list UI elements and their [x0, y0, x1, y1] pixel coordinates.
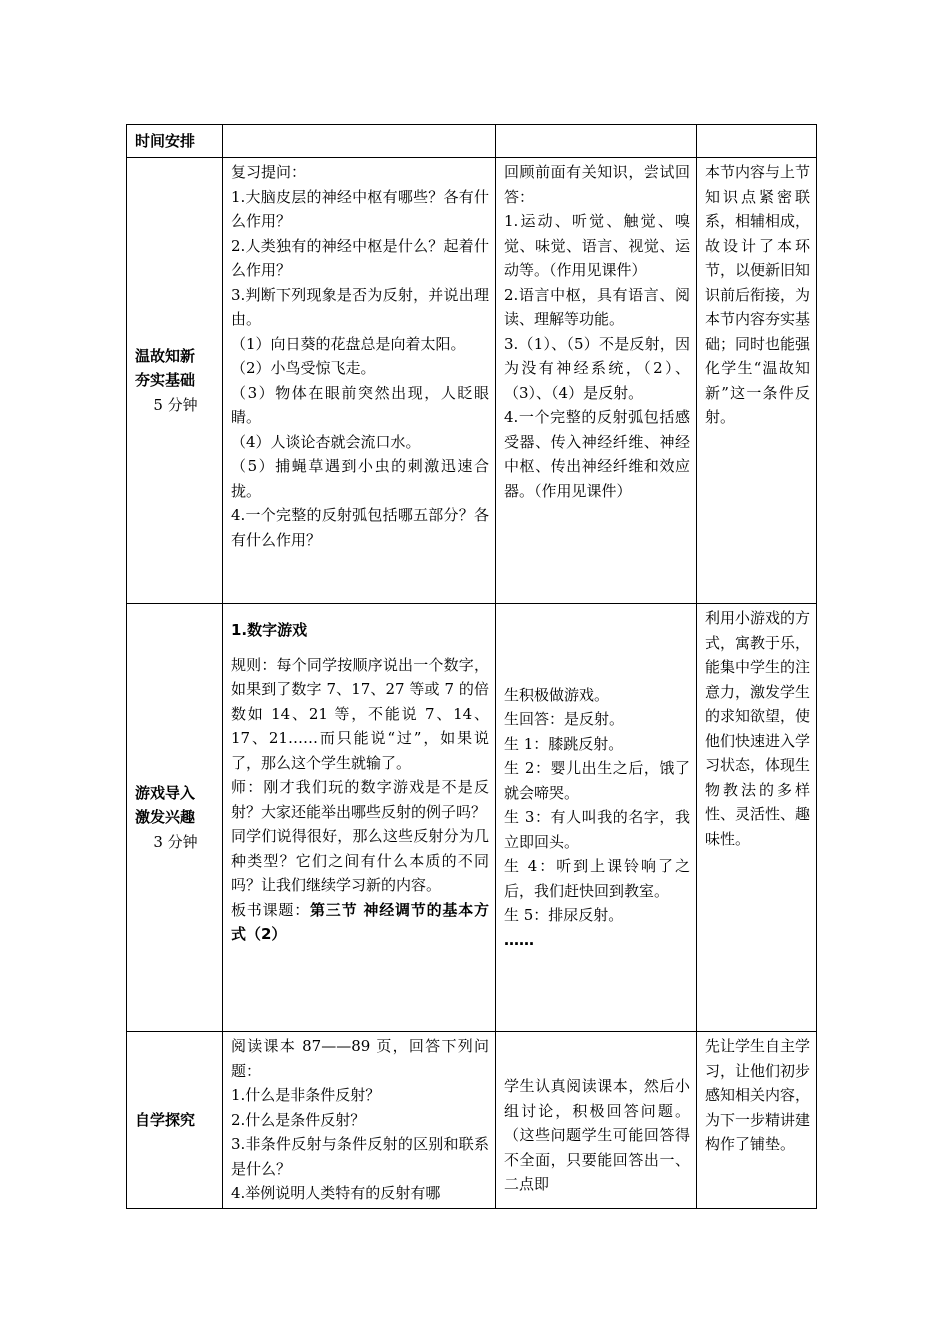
lesson-plan-table [126, 124, 817, 1209]
intent-text: 先让学生自主学习，让他们初步感知相关内容，为下一步精讲建构作了铺垫。 [705, 1037, 811, 1153]
student-line: 生 2：婴儿出生之后，饿了就会啼哭。 [504, 759, 690, 802]
teacher-line: （3）物体在眼前突然出现，人眨眼睛。 [231, 383, 489, 426]
student-line: 生回答：是反射。 [504, 710, 625, 729]
board-title: 第三节 神经调节的基本方式（2） [231, 900, 489, 943]
game-title: 1.数字游戏 [231, 621, 308, 639]
row-label-text: 激发兴趣 [135, 808, 196, 827]
table-row-self-study [127, 1032, 817, 1209]
teacher-cell [223, 158, 496, 604]
student-line: 学生认真阅读课本，然后小组讨论，积极回答问题。（这些问题学生可能回答得不全面，只要能回答出一、二点即 [504, 1077, 690, 1193]
teacher-line: 规则：每个同学按顺序说出一个数字，如果到了数字 7、17、27 等或 7 的倍数如 14、21 等，不能说 7、14、17、21……而只能说“过”，如果说了，那么这个学生就输了。 [231, 655, 489, 772]
student-cell [496, 1032, 697, 1209]
teacher-line: 阅读课本 87——89 页，回答下列问题： [231, 1037, 489, 1080]
student-line: 生 4：听到上课铃响了之后，我们赶快回到教室。 [504, 857, 690, 900]
board-prefix: 板书课题： [231, 900, 310, 919]
teacher-line: 1.大脑皮层的神经中枢有哪些？各有什么作用？ [231, 187, 489, 230]
teacher-line: 2.什么是条件反射？ [231, 1110, 366, 1129]
row-label-text: 时间安排 [135, 131, 196, 150]
teacher-line: （5）捕蝇草遇到小虫的刺激迅速合拢。 [231, 457, 489, 500]
student-cell [496, 125, 697, 158]
row-label [127, 604, 223, 1032]
student-line: …… [504, 930, 534, 949]
student-line: 3.（1）、（5）不是反射，因为没有神经系统，（2）、（3）、（4）是反射。 [504, 334, 690, 402]
teacher-line: 1.什么是非条件反射？ [231, 1086, 381, 1104]
row-label [127, 158, 223, 604]
teacher-line: （1）向日葵的花盘总是向着太阳。 [231, 334, 466, 353]
teacher-line: 复习提问： [231, 163, 307, 181]
teacher-line: 3.判断下列现象是否为反射，并说出理由。 [231, 285, 489, 328]
board-title-line [231, 898, 489, 947]
row-label-text: 温故知新 [135, 346, 196, 365]
teacher-line: 4.一个完整的反射弧包括哪五部分？各有什么作用？ [231, 506, 489, 549]
student-line: 1.运动、听觉、触觉、嗅觉、味觉、语言、视觉、运动等。（作用见课件） [504, 212, 690, 279]
intent-text: 本节内容与上节知识点紧密联系，相辅相成，故设计了本环节，以便新旧知识前后衔接，为本节内容夯实基础；同时也能强化学生“温故知新”这一条件反射。 [705, 163, 811, 426]
row-label-text: 自学探究 [135, 1110, 196, 1129]
intent-cell [697, 1032, 817, 1209]
row-label-text: 游戏导入 [135, 783, 196, 802]
student-line: 生 1：膝跳反射。 [504, 734, 624, 753]
intent-text: 利用小游戏的方式，寓教于乐，能集中学生的注意力，激发学生的求知欲望，使他们快速进入学习状态，体现生物教法的多样性、灵活性、趣味性。 [705, 609, 811, 848]
teacher-line: 4.举例说明人类特有的反射有哪 [231, 1184, 441, 1202]
teacher-line: （4）人谈论杏就会流口水。 [231, 432, 421, 451]
intent-cell [697, 604, 817, 1032]
row-time: 3 分钟 [153, 832, 198, 851]
teacher-line: 2.人类独有的神经中枢是什么？起着什么作用？ [231, 236, 489, 279]
row-label [127, 125, 223, 158]
student-line: 生 5：排尿反射。 [504, 906, 624, 925]
student-line: 生 3：有人叫我的名字，我立即回头。 [504, 808, 690, 851]
teacher-line: 3.非条件反射与条件反射的区别和联系是什么？ [231, 1135, 489, 1178]
table-row-game [127, 604, 817, 1032]
row-label-text: 夯实基础 [135, 371, 196, 390]
row-label [127, 1032, 223, 1209]
teacher-cell [223, 125, 496, 158]
teacher-line: 同学们说得很好，那么这些反射分为几种类型？它们之间有什么本质的不同吗？让我们继续学习新的内容。 [231, 827, 489, 894]
table-row-header [127, 125, 817, 158]
teacher-cell [223, 604, 496, 1032]
student-cell [496, 604, 697, 1032]
student-line: 4.一个完整的反射弧包括感受器、传入神经纤维、神经中枢、传出神经纤维和效应器。（作用见课件） [504, 408, 690, 500]
row-time: 5 分钟 [153, 395, 198, 414]
student-line: 回顾前面有关知识，尝试回答： [504, 163, 690, 206]
teacher-line: 师：刚才我们玩的数字游戏是不是反射？大家还能举出哪些反射的例子吗？ [231, 778, 489, 821]
intent-cell [697, 125, 817, 158]
student-cell [496, 158, 697, 604]
intent-cell [697, 158, 817, 604]
teacher-line: （2）小鸟受惊飞走。 [231, 359, 376, 377]
student-line: 生积极做游戏。 [504, 685, 610, 704]
table-row-review [127, 158, 817, 604]
student-line: 2.语言中枢，具有语言、阅读、理解等功能。 [504, 285, 690, 328]
teacher-cell [223, 1032, 496, 1209]
